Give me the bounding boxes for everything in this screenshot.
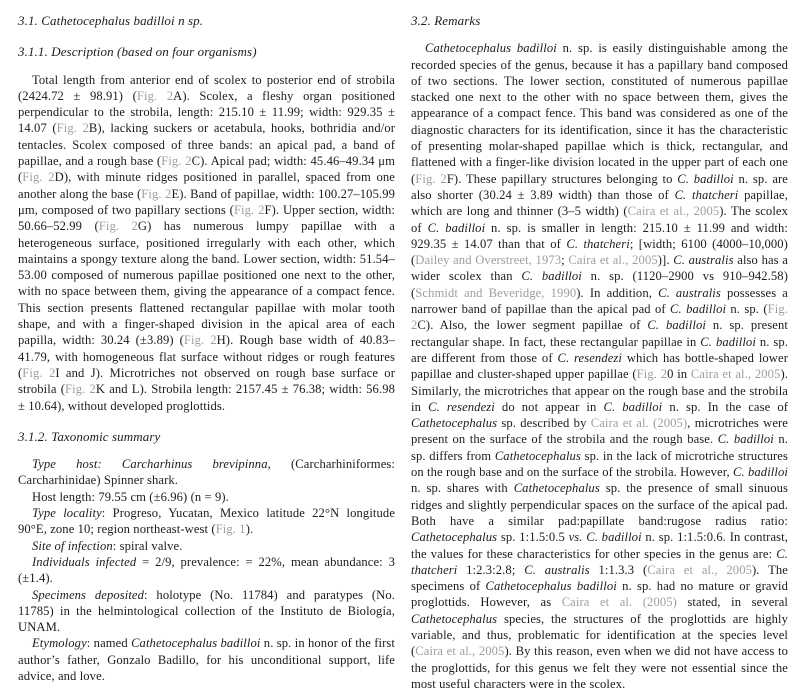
text-run: C. thatcheri bbox=[566, 236, 630, 251]
text-run: Cathetocephalus badilloi bbox=[485, 579, 617, 594]
text-run: n. sp. differs from bbox=[411, 432, 788, 463]
text-run: 1:2.3:2.8; bbox=[457, 562, 525, 577]
text-run: n. sp. shares with bbox=[411, 481, 514, 496]
text-run: B), lacking suckers or acetabula, hooks, bothridia and/or tentacles. Scolex composed of three bands: an apical pad, a band of papillae, and a rough base ( bbox=[18, 121, 396, 169]
text-run: E). Band of papillae, width: 100.27–105.99 μm, composed of two papillary sections ( bbox=[18, 186, 396, 217]
paragraph bbox=[18, 587, 395, 636]
text-run: Cathetocephalus bbox=[411, 611, 498, 626]
text-run: n. sp. in honor of the first author’s father, Gonzalo Badillo, for his unconditional support, life advice, and love. bbox=[18, 636, 395, 683]
text-run: : spiral valve. bbox=[112, 538, 183, 553]
citation-link[interactable]: Fig. 2 bbox=[636, 367, 668, 382]
citation-link[interactable]: Fig. 2 bbox=[415, 171, 447, 186]
text-run: , (Carcharhiniformes: Carcharhinidae) Spinner shark. bbox=[18, 457, 395, 488]
citation-link[interactable]: Caira et al. (2005) bbox=[561, 595, 677, 610]
text-run: n. sp. present rectangular shape. In fact, these rectangular papillae in bbox=[411, 318, 788, 349]
text-run: C. badilloi bbox=[700, 334, 756, 349]
text-run: ). The scolex of bbox=[411, 204, 789, 235]
right-column bbox=[411, 6, 788, 692]
citation-link[interactable]: Fig. 2 bbox=[183, 333, 217, 348]
citation-link[interactable]: Dailey and Overstreet, 1973 bbox=[415, 253, 562, 268]
text-run: ). Similarly, the microtriches that appear on the rough base and the strobila in bbox=[411, 367, 788, 414]
text-run: Total length from anterior end of scolex to posterior end of strobila (2424.72 ± 98.91) ( bbox=[18, 72, 395, 103]
text-run: : holotype (No. 11784) and paratypes (No. 11785) in the helmintological collection of the Instituto de Biología, UNAM. bbox=[18, 587, 396, 635]
text-run: 3.2. Remarks bbox=[411, 13, 481, 28]
citation-link[interactable]: Caira et al., 2005 bbox=[415, 644, 505, 659]
citation-link[interactable]: Caira et al., 2005 bbox=[627, 204, 720, 219]
text-run: C. badilloi bbox=[427, 220, 486, 235]
text-run: F). Upper section, width: 50.66–52.99 ( bbox=[18, 202, 395, 234]
text-run: C. badilloi bbox=[647, 318, 706, 333]
text-run: ). By this reason, even when we did not have access to the proglottids, for this genus we felt they were not essential since the most useful characters were in the scolex. bbox=[411, 644, 789, 691]
paragraph bbox=[18, 538, 395, 554]
text-run: papillae, which are long and thinner (3–5 width) ( bbox=[411, 187, 788, 219]
citation-link[interactable]: Caira et al., 2005 bbox=[690, 367, 781, 382]
text-run: C). Also, the lower segment papillae of bbox=[417, 318, 648, 333]
text-run: C. australis bbox=[673, 253, 734, 268]
text-run: Specimens deposited bbox=[32, 587, 145, 602]
citation-link[interactable]: Fig. 2 bbox=[411, 302, 788, 333]
paragraph bbox=[18, 489, 395, 505]
text-run: Cathetocephalus bbox=[411, 416, 498, 431]
text-run: Cathetocephalus badilloi bbox=[131, 636, 261, 651]
text-run: sp. in the lack of microtriche structures on the rough base and on the surface of the strobila. However, bbox=[411, 448, 788, 480]
text-run: C. resendezi bbox=[428, 399, 495, 414]
citation-link[interactable]: Fig. 2 bbox=[161, 154, 192, 169]
section-heading bbox=[411, 13, 788, 29]
citation-link[interactable]: Caira et al., 2005 bbox=[647, 562, 753, 577]
text-run: 1:1.3.3 ( bbox=[589, 562, 648, 577]
citation-link[interactable]: Fig. 2 bbox=[136, 88, 174, 103]
text-run: F). These papillary structures belonging to bbox=[446, 171, 678, 186]
paragraph bbox=[18, 505, 395, 538]
text-run: n. sp. had no mature or gravid proglottids. However, as bbox=[411, 579, 788, 610]
text-run: C. badilloi bbox=[717, 432, 774, 447]
text-run: ; [width; 6100 (4000–10,000) ( bbox=[411, 236, 788, 268]
section-heading bbox=[18, 429, 395, 445]
paragraph bbox=[411, 40, 788, 692]
text-run: Cathetocephalus bbox=[513, 481, 600, 496]
text-run: ). bbox=[245, 522, 254, 537]
paragraph bbox=[18, 456, 395, 489]
paragraph bbox=[18, 72, 395, 414]
text-run: , microtriches were present on the surface of the strobila and the rough base. bbox=[411, 416, 788, 447]
text-run: Host length: 79.55 cm (±6.96) (n = 9). bbox=[32, 489, 229, 504]
text-run: Individuals infected bbox=[32, 554, 137, 569]
text-run: C. australis bbox=[524, 562, 590, 577]
text-run: also has a wider scolex than bbox=[411, 253, 788, 284]
citation-link[interactable]: Caira et al., 2005 bbox=[568, 253, 658, 268]
left-column bbox=[18, 6, 395, 692]
text-run: 3.1.1. Description (based on four organisms) bbox=[18, 44, 257, 60]
text-run: )]. bbox=[657, 253, 674, 268]
citation-link[interactable]: Fig. 2 bbox=[22, 170, 55, 185]
paragraph bbox=[18, 635, 395, 684]
text-run: possesses a narrower band of papillae than the apical pad of bbox=[411, 285, 788, 317]
text-run: n. sp. (1120–2900 vs 910–942.58) ( bbox=[411, 269, 788, 300]
text-run: I and J). Microtriches not observed on rough base surface or strobila ( bbox=[18, 365, 396, 397]
text-run: Cathetocephalus bbox=[494, 448, 581, 463]
text-run: Etymology bbox=[32, 636, 87, 651]
text-run: ; bbox=[561, 253, 569, 268]
citation-link[interactable]: Fig. 2 bbox=[141, 186, 172, 201]
text-run: C. badilloi bbox=[603, 399, 663, 414]
text-run: C. badilloi bbox=[677, 171, 734, 186]
section-heading bbox=[18, 44, 395, 60]
text-run: 3.1. Cathetocephalus badilloi n sp. bbox=[18, 13, 204, 28]
section-heading bbox=[18, 13, 395, 29]
citation-link[interactable]: Fig. 2 bbox=[233, 202, 265, 217]
text-run: Type locality bbox=[32, 506, 102, 521]
text-run: species, the structures of the proglottids are highly variable, and thus, problematic for identification at the species level ( bbox=[411, 611, 788, 659]
text-run: 3.1.2. Taxonomic summary bbox=[18, 428, 161, 444]
text-run: n. sp. ( bbox=[726, 302, 768, 317]
text-run: C. thatcheri bbox=[674, 187, 739, 202]
text-run: ). The specimens of bbox=[411, 562, 788, 594]
citation-link[interactable]: Caira et al. (2005) bbox=[590, 416, 688, 431]
citation-link[interactable]: Fig. 2 bbox=[22, 365, 56, 380]
text-run: A). Scolex, a fleshy organ positioned perpendicular to the strobila, length: 215.10 ± 11.99; width: 929.35 ± 14.07 ( bbox=[18, 88, 395, 136]
text-run: sp. the presence of small sinuous ridges and slightly perpendicular spaces on the surface of the apical pad. Both have a similar pad:papillate band:rugose radius ratio: bbox=[411, 481, 788, 528]
text-run: 0 in bbox=[667, 367, 691, 382]
citation-link[interactable]: Fig. 2 bbox=[56, 121, 89, 136]
text-run: C. resendezi bbox=[557, 350, 623, 365]
text-run: : Progreso, Yucatan, Mexico latitude 22°N longitude 90°E, zone 10; region northeast-west ( bbox=[18, 506, 396, 537]
text-run: = 2/9, prevalence: = 22%, mean abundance: 3 (±1.4). bbox=[18, 554, 395, 586]
text-run: G) has numerous lumpy papillae with a heterogeneous surface, positioned irregularly with each other, which maintains a spongy texture along the band. Lower section, width: 51.54–53.00 composed of numerous papillae positioned one next to the other, with no space between them, giving the appearance of a compact fence. This section presents flattened rectangular papillae with molar tooth shape, and with a finger-shaped division in the apical area of each papilla, width: 30.24 (±3.89) ( bbox=[18, 219, 395, 348]
text-run: C. badilloi bbox=[733, 465, 789, 480]
citation-link[interactable]: Fig. 2 bbox=[98, 219, 138, 234]
text-run: vs. C. badilloi bbox=[568, 530, 642, 545]
text-run: D), with minute ridges positioned in parallel, spaced from one another along the base ( bbox=[18, 170, 395, 201]
citation-link[interactable]: Fig. 1 bbox=[215, 522, 246, 537]
text-run: Type host: Carcharhinus brevipinna bbox=[32, 457, 268, 472]
text-run: : named bbox=[86, 636, 132, 651]
citation-link[interactable]: Fig. 2 bbox=[65, 382, 96, 397]
text-run: K and L). Strobila length: 2157.45 ± 76.38; width: 56.98 ± 10.64), without developed proglottids. bbox=[18, 382, 396, 413]
text-run: Cathetocephalus badilloi bbox=[425, 41, 557, 56]
paragraph bbox=[18, 554, 395, 587]
text-run: C. australis bbox=[658, 285, 721, 300]
text-run: Cathetocephalus bbox=[411, 530, 498, 545]
text-run: do not appear in bbox=[494, 399, 604, 414]
text-run: ). In addition, bbox=[576, 285, 659, 300]
text-run: C. badilloi bbox=[670, 302, 727, 317]
text-run: sp. described by bbox=[497, 416, 591, 431]
text-run: C). Apical pad; width: 45.46–49.34 μm ( bbox=[18, 154, 395, 185]
text-run: which has bottle-shaped lower papillae and cluster-shaped upper papillae ( bbox=[411, 350, 788, 382]
text-run: n. sp. is smaller in length: 215.10 ± 11.99 and width: 929.35 ± 14.07 than that of bbox=[411, 220, 788, 251]
text-run: n. sp. is easily distinguishable among the recorded species of the genus, because it has a papillary band composed of two sections. The lower section, constituted of numerous papillae stacked one next to the other with no space between them, gives the appearance of a compact fence. This band was considered as one of the diagnostic characters for its identification, since it has the characteristic of presenting molar-shaped papillae which is thick, rectangular, and flattened with a finger-like division located in the upper part of each one ( bbox=[411, 41, 788, 186]
text-run: C. badilloi bbox=[521, 269, 582, 284]
text-run: Site of infection bbox=[32, 538, 113, 553]
text-run: C. thatcheri bbox=[411, 546, 788, 577]
citation-link[interactable]: Schmidt and Beveridge, 1990 bbox=[415, 285, 577, 300]
text-run: n. sp. In the case of bbox=[662, 399, 789, 414]
text-run: sp. 1:1.5:0.5 bbox=[497, 530, 569, 545]
text-run: n. sp. are different from those of bbox=[411, 334, 789, 365]
text-run: n. sp. 1:1.5:0.6. In contrast, the values for these characteristics for other species in the genus are: bbox=[411, 530, 788, 561]
text-run: H). Rough base width of 40.83–41.79, with homogeneous flat surface without ridges or rough features ( bbox=[18, 333, 395, 380]
text-run: stated, in several bbox=[676, 595, 788, 610]
text-run: n. sp. are also shorter (30.24 ± 3.89 width) than those of bbox=[411, 171, 788, 202]
